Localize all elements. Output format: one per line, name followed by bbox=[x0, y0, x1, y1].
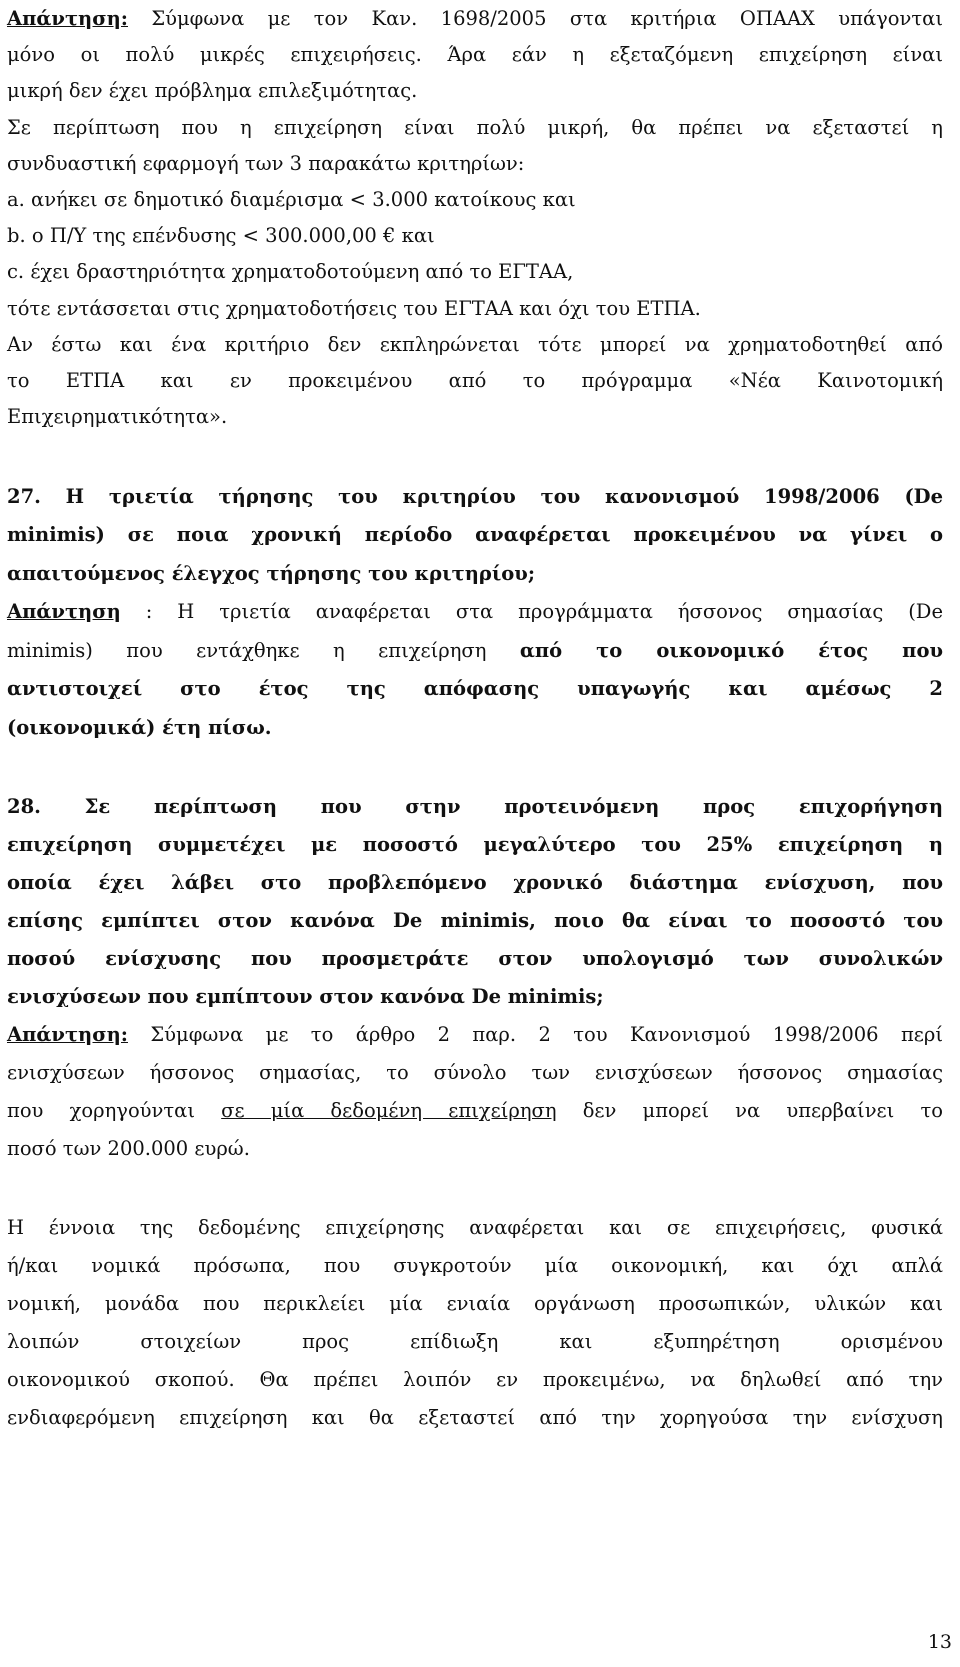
answer-27-line: αντιστοιχεί στο έτος της απόφασης υπαγωγής και αμέσως 2 bbox=[7, 677, 943, 700]
answer-label: Απάντηση bbox=[7, 600, 121, 623]
paragraph-line: νομική, μονάδα που περικλείει μία ενιαία οργάνωση προσωπικών, υλικών και bbox=[7, 1292, 943, 1315]
answer-27-line: Απάντηση : Η τριετία αναφέρεται στα προγράμματα ήσσονος σημασίας (De bbox=[7, 600, 943, 623]
answer-27-line: minimis) που εντάχθηκε η επιχείρηση από το οικονομικό έτος που bbox=[7, 639, 943, 662]
question-28-text: ενισχύσεων που εμπίπτουν στον κανόνα De minimis; bbox=[7, 985, 604, 1008]
answer-27-line: (οικονομικά) έτη πίσω. bbox=[7, 716, 272, 739]
paragraph-line: Η έννοια της δεδομένης επιχείρησης αναφέρεται και σε επιχειρήσεις, φυσικά bbox=[7, 1216, 943, 1239]
text-line: τότε εντάσσεται στις χρηματοδοτήσεις του ΕΓΤΑΑ και όχι του ΕΤΠΑ. bbox=[7, 297, 701, 320]
text-line: Σε περίπτωση που η επιχείρηση είναι πολύ μικρή, θα πρέπει να εξεταστεί η bbox=[7, 116, 943, 139]
question-27-text: απαιτούμενος έλεγχος τήρησης του κριτηρίου; bbox=[7, 562, 536, 585]
answer-28-line: Απάντηση: Σύμφωνα με το άρθρο 2 παρ. 2 του Κανονισμού 1998/2006 περί bbox=[7, 1023, 943, 1046]
text-line: μικρή δεν έχει πρόβλημα επιλεξιμότητας. bbox=[7, 79, 418, 102]
answer-28-line: ποσό των 200.000 ευρώ. bbox=[7, 1137, 250, 1160]
paragraph-line: οικονομικού σκοπού. Θα πρέπει λοιπόν εν προκειμένω, να δηλωθεί από την bbox=[7, 1368, 943, 1391]
list-item-c: c. έχει δραστηριότητα χρηματοδοτούμενη από το ΕΓΤΑΑ, bbox=[7, 260, 574, 283]
paragraph-line: ή/και νομικά πρόσωπα, που συγκροτούν μία οικονομική, και όχι απλά bbox=[7, 1254, 943, 1277]
answer-label: Απάντηση: bbox=[7, 1023, 128, 1046]
list-item-b: b. ο Π/Υ της επένδυσης < 300.000,00 € και bbox=[7, 224, 435, 247]
list-item-a: a. ανήκει σε δημοτικό διαμέρισμα < 3.000 κατοίκους και bbox=[7, 188, 576, 211]
answer-label: Απάντηση: bbox=[7, 7, 128, 30]
text-line: συνδυαστική εφαρμογή των 3 παρακάτω κριτηρίων: bbox=[7, 152, 525, 175]
page-number: 13 bbox=[927, 1631, 952, 1653]
underlined-phrase: σε μία δεδομένη επιχείρηση bbox=[221, 1099, 557, 1122]
text-line: Επιχειρηματικότητα». bbox=[7, 405, 228, 428]
paragraph-line: ενδιαφερόμενη επιχείρηση και θα εξεταστεί από την χορηγούσα την ενίσχυση bbox=[7, 1406, 943, 1429]
paragraph-line: λοιπών στοιχείων προς επίδιωξη και εξυπηρέτηση ορισμένου bbox=[7, 1330, 943, 1353]
answer-28-line: που χορηγούνται σε μία δεδομένη επιχείρηση δεν μπορεί να υπερβαίνει το bbox=[7, 1099, 944, 1122]
question-27-text: minimis) σε ποια χρονική περίοδο αναφέρεται προκειμένου να γίνει ο bbox=[7, 523, 943, 546]
answer-28-line: ενισχύσεων ήσσονος σημασίας, το σύνολο των ενισχύσεων ήσσονος σημασίας bbox=[7, 1061, 943, 1084]
text-line: το ΕΤΠΑ και εν προκειμένου από το πρόγραμμα «Νέα Καινοτομική bbox=[7, 369, 943, 392]
question-28-heading: 28. Σε περίπτωση που στην προτεινόμενη προς επιχορήγηση bbox=[7, 795, 943, 818]
question-28-text: επιχείρηση συμμετέχει με ποσοστό μεγαλύτερο του 25% επιχείρηση η bbox=[7, 833, 943, 856]
text-line: Αν έστω και ένα κριτήριο δεν εκπληρώνεται τότε μπορεί να χρηματοδοτηθεί από bbox=[7, 333, 943, 356]
question-27-heading: 27. Η τριετία τήρησης του κριτηρίου του κανονισμού 1998/2006 (De bbox=[7, 485, 943, 508]
question-28-text: επίσης εμπίπτει στον κανόνα De minimis, ποιο θα είναι το ποσοστό του bbox=[7, 909, 943, 932]
question-28-text: ποσού ενίσχυσης που προσμετράτε στον υπολογισμό των συνολικών bbox=[7, 947, 943, 970]
text-line: μόνο οι πολύ μικρές επιχειρήσεις. Άρα εάν η εξεταζόμενη επιχείρηση είναι bbox=[7, 43, 943, 66]
question-28-text: οποία έχει λάβει στο προβλεπόμενο χρονικό διάστημα ενίσχυση, που bbox=[7, 871, 943, 894]
answer-line: Απάντηση: Σύμφωνα με τον Καν. 1698/2005 στα κριτήρια ΟΠΑΑΧ υπάγονται bbox=[7, 7, 943, 30]
